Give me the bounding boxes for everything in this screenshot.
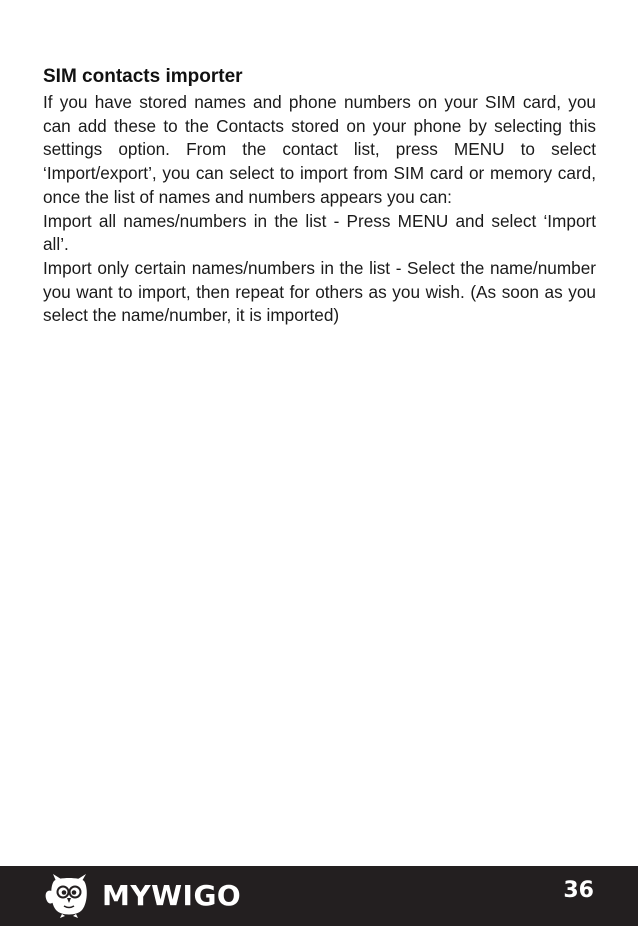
section-title: SIM contacts importer: [43, 66, 243, 87]
brand-name: MYWIGO: [102, 879, 242, 912]
owl-mascot-icon: [44, 873, 98, 919]
page-footer: [0, 866, 638, 926]
page-content: [43, 64, 596, 328]
paragraph-intro: If you have stored names and phone numbers on your SIM card, you can add these to the Contacts stored on your phone by selecting this settings option. From the contact list, press MENU to select ‘Import/export’, you can select to import from SIM card or memory card, once the list of names and numbers appears you can:: [43, 92, 596, 207]
brand-logo: [44, 873, 241, 919]
page-number: 36: [563, 878, 594, 903]
paragraph-import-certain: Import only certain names/numbers in the list - Select the name/number you want to import, then repeat for others as you wish. (As soon as you select the name/number, it is imported): [43, 257, 596, 326]
paragraph-import-all: Import all names/numbers in the list - Press MENU and select ‘Import all’.: [43, 210, 596, 255]
